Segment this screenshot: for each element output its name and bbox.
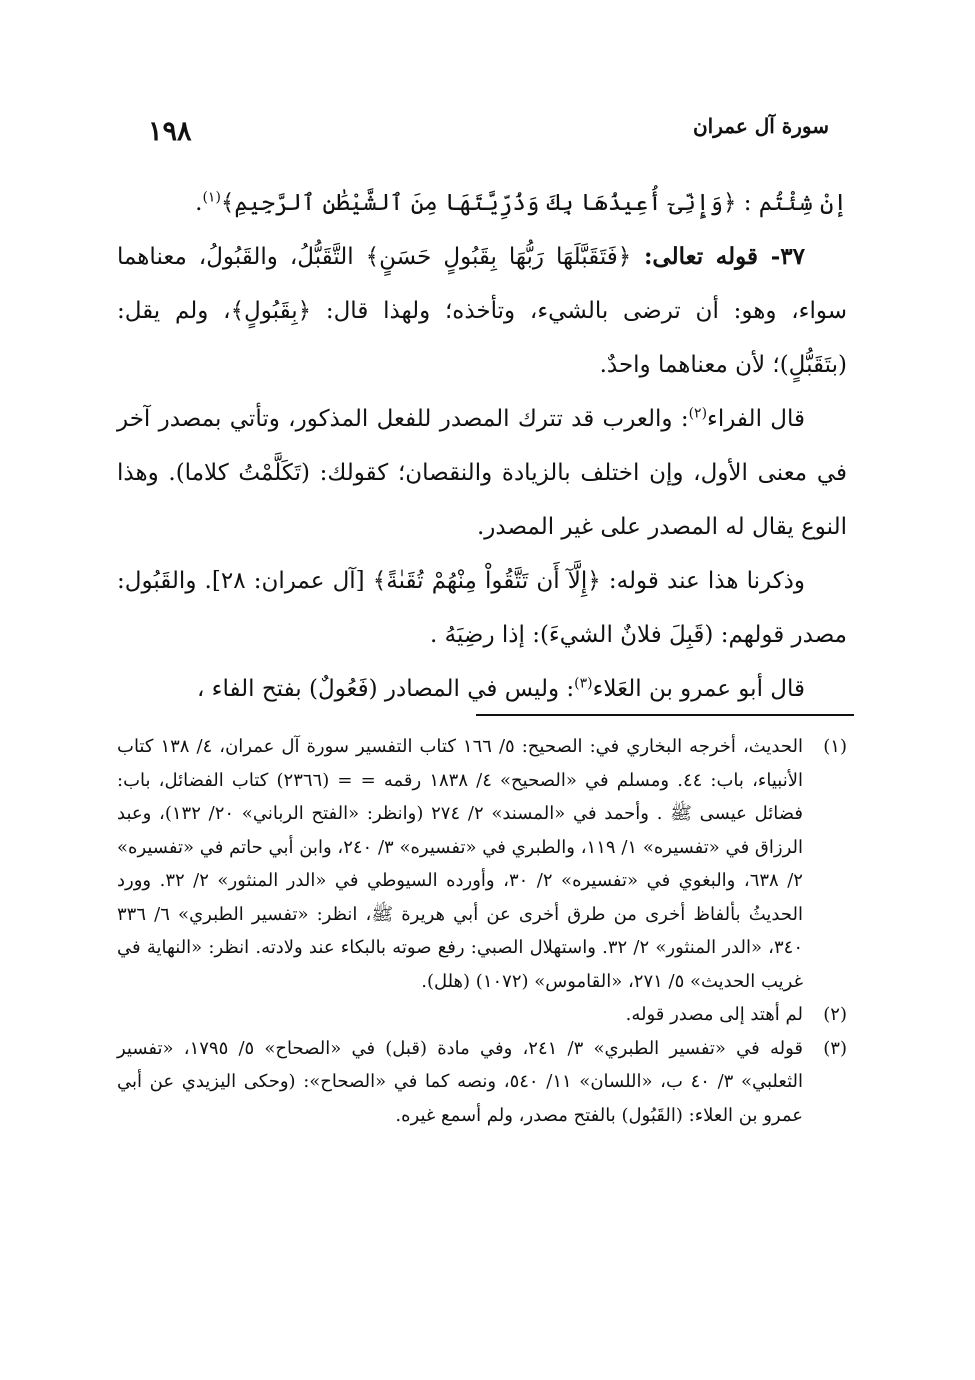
- text-run: وذكرنا هذا عند قوله:: [600, 568, 805, 594]
- paragraph-2: [117, 230, 847, 392]
- footnote-2: [117, 998, 847, 1032]
- page-number: ١٩٨: [148, 116, 192, 147]
- text-run: .: [195, 190, 203, 216]
- paragraph-3: [117, 392, 847, 554]
- footnote-text: لم أهتد إلى مصدر قوله.: [625, 1004, 803, 1025]
- footnote-1: [117, 730, 847, 998]
- footnote-text: الحديث، أخرجه البخاري في: الصحيح: ٥/ ١٦٦ كتاب التفسير سورة آل عمران، ٤/ ١٣٨ كتاب الأنبياء، باب: ٤٤. ومسلم في «الصحيح» ٤/ ١٨٣٨ رقمه = = (٢٣٦٦) كتاب الفضائل، باب: فضائل عيسى ﷺ . وأحمد في «المسند» ٢/ ٢٧٤ (وانظر: «الفتح الرباني» ٢٠/ ١٣٢)، وعبد الرزاق في «تفسيره» ١/ ١١٩، والطبري في «تفسيره» ٣/ ٢٤٠، وابن أبي حاتم في «تفسيره» ٢/ ٦٣٨، والبغوي في «تفسيره» ٢/ ٣٠، وأورده السيوطي في «الدر المنثور» ٢/ ٣٢. وورد الحديثُ بألفاظ أخرى من طرق أخرى عن أبي هريرة ﷺ، انظر: «تفسير الطبري» ٦/ ٣٣٦ ٣٤٠، «الدر المنثور» ٢/ ٣٢. واستهلال الصبي: رفع صوته بالبكاء عند ولادته. انظر: «النهاية في غريب الحديث» ٥/ ٢٧١، «القاموس» (١٠٧٢) (هلل).: [117, 736, 804, 992]
- paragraph-5: [117, 662, 847, 716]
- footnotes: [117, 730, 847, 1132]
- footnote-number: (٣): [823, 1037, 847, 1059]
- quran-verse: ﴿فَتَقَبَّلَهَا رَبُّهَا بِقَبُولٍ حَسَنٍ﴾: [365, 244, 632, 270]
- footnote-ref-2[interactable]: (٢): [688, 405, 708, 422]
- paragraph-1: [117, 176, 847, 230]
- footnote-text: قوله في «تفسير الطبري» ٣/ ٢٤١، وفي مادة (قبل) في «الصحاح» ٥/ ١٧٩٥، «تفسير الثعلبي» ٣/ ٤٠ ب، «اللسان» ١١/ ٥٤٠، ونصه كما في «الصحاح»: (وحكى اليزيدي عن أبي عمرو بن العلاء: (القَبُول) بالفتح مصدر، ولم أسمع غيره.: [117, 1037, 803, 1126]
- text-run: [آل عمران: ٢٨]. والقَبُول: مصدر قولهم: (قَبِلَ فلانٌ الشيءَ): إذا رضِيَهُ .: [117, 568, 847, 648]
- footnote-3: [117, 1032, 847, 1133]
- main-text: [117, 176, 847, 716]
- text-run: : والعرب قد تترك المصدر للفعل المذكور، وتأتي بمصدر آخر في معنى الأول، وإن اختلف بالزيادة والنقصان؛ كقولك: (تَكَلَّمْتُ كلاما). وهذا النوع يقال له المصدر على غير المصدر.: [117, 406, 847, 540]
- text-run: : وليس في المصادر (فَعُولٌ) بفتح الفاء ،: [196, 676, 575, 702]
- text-run: قال الفراء: [707, 406, 805, 432]
- quran-verse: ﴿وَإِنِّىٓ أُعِيذُهَا بِكَ وَذُرِّيَّتَهَا مِنَ ٱلشَّيْطَٰنِ ٱلرَّجِيمِ﴾: [220, 190, 737, 216]
- footnote-ref-3[interactable]: (٣): [574, 675, 593, 692]
- verse-heading: ٣٧- قوله تعالى:: [631, 243, 805, 270]
- text-run: إنْ شِئْتُم :: [736, 190, 847, 216]
- text-run: قال أبو عمرو بن العَلاء: [592, 676, 805, 702]
- text-run: التَّقَبُّلُ، والقَبُولُ، معناهما سواء، وهو: أن ترضى بالشيء، وتأخذه؛ ولهذا قال:: [117, 244, 847, 324]
- paragraph-4: [117, 554, 847, 662]
- footnote-ref-1[interactable]: (١): [202, 189, 221, 206]
- text-run: ، ولم يقل: (بتَقَبُّلٍ)؛ لأن معناهما واحدٌ.: [117, 298, 847, 378]
- quran-verse: ﴿إِلَّآ أَن تَتَّقُواْ مِنْهُمْ تُقَىٰةً﴾: [372, 568, 601, 594]
- footnote-number: (١): [823, 736, 847, 757]
- footnote-divider: [476, 714, 854, 716]
- quran-verse: ﴿بِقَبُولٍ﴾: [230, 298, 312, 324]
- footnote-number: (٢): [823, 1004, 847, 1025]
- running-title: سورة آل عمران: [692, 114, 829, 138]
